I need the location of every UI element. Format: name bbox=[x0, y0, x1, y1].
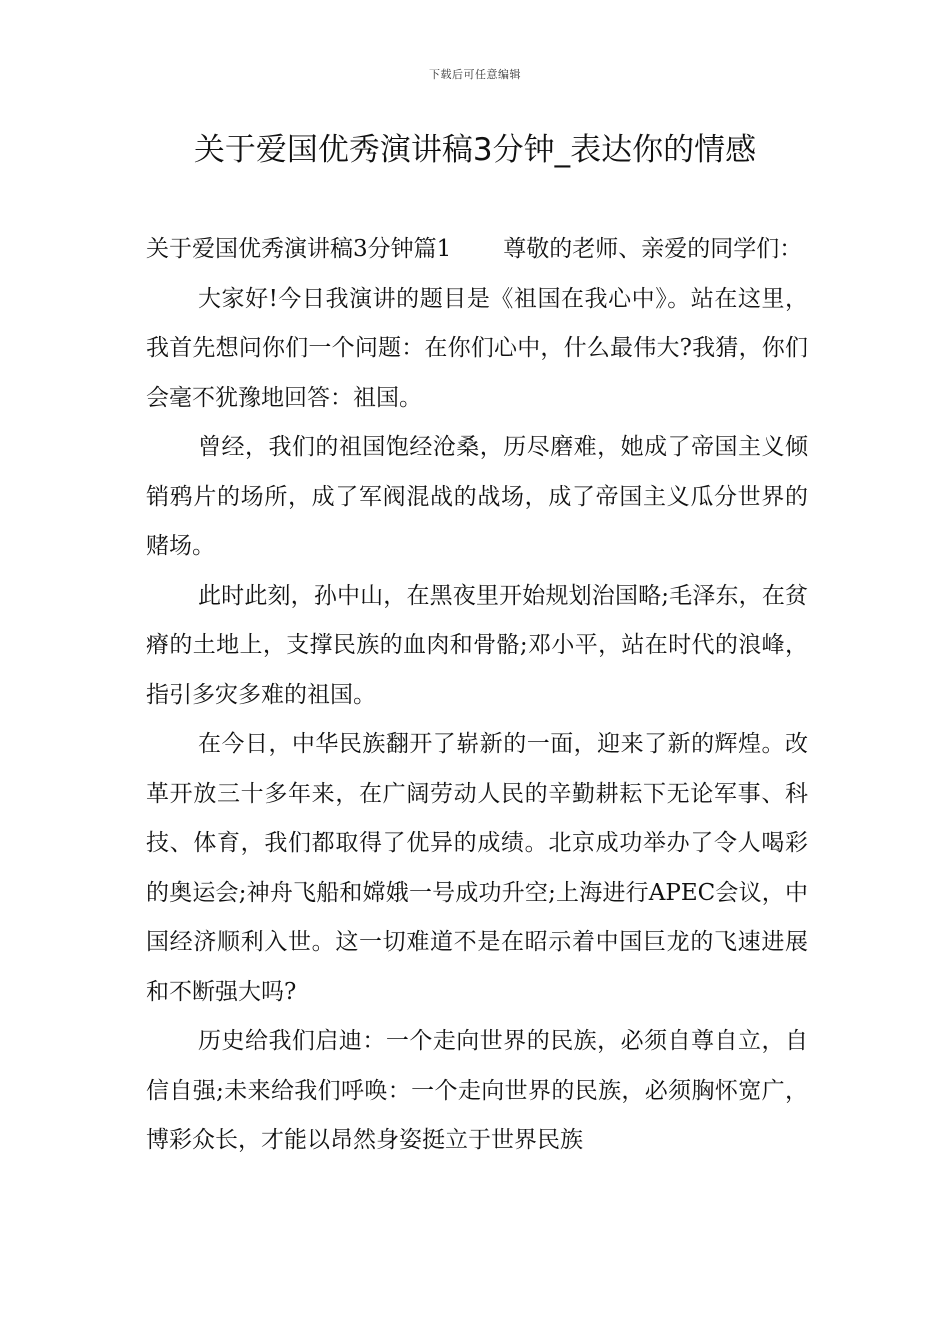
section-heading: 关于爱国优秀演讲稿3分钟篇1 bbox=[146, 236, 452, 262]
paragraph-5: 历史给我们启迪：一个走向世界的民族，必须自尊自立，自信自强;未来给我们呼唤：一个走向世界的民族，必须胸怀宽广，博彩众长，才能以昂然身姿挺立于世界民族 bbox=[146, 1028, 808, 1153]
intro-paragraph bbox=[146, 225, 808, 275]
paragraph-2: 曾经，我们的祖国饱经沧桑，历尽磨难，她成了帝国主义倾销鸦片的场所，成了军阀混战的战场，成了帝国主义瓜分世界的赌场。 bbox=[146, 434, 808, 559]
header-note: 下载后可任意编辑 bbox=[429, 68, 521, 81]
document-body bbox=[146, 225, 808, 1166]
salutation: 尊敬的老师、亲爱的同学们： bbox=[503, 236, 803, 262]
document-title: 关于爱国优秀演讲稿3分钟_表达你的情感 bbox=[193, 132, 757, 168]
paragraph-1: 大家好!今日我演讲的题目是《祖国在我心中》。站在这里，我首先想问你们一个问题：在你们心中，什么最伟大?我猜，你们会毫不犹豫地回答：祖国。 bbox=[146, 285, 808, 411]
paragraph-4: 在今日，中华民族翻开了崭新的一面，迎来了新的辉煌。改革开放三十多年来，在广阔劳动人民的辛勤耕耘下无论军事、科技、体育，我们都取得了优异的成绩。北京成功举办了令人喝彩的奥运会;神舟飞船和嫦娥一号成功升空;上海进行APEC会议，中国经济顺利入世。这一切难道不是在昭示着中国巨龙的飞速进展和不断强大吗? bbox=[146, 731, 808, 1005]
paragraph-3: 此时此刻，孙中山，在黑夜里开始规划治国略;毛泽东，在贫瘠的土地上，支撑民族的血肉和骨骼;邓小平，站在时代的浪峰，指引多灾多难的祖国。 bbox=[146, 582, 808, 708]
